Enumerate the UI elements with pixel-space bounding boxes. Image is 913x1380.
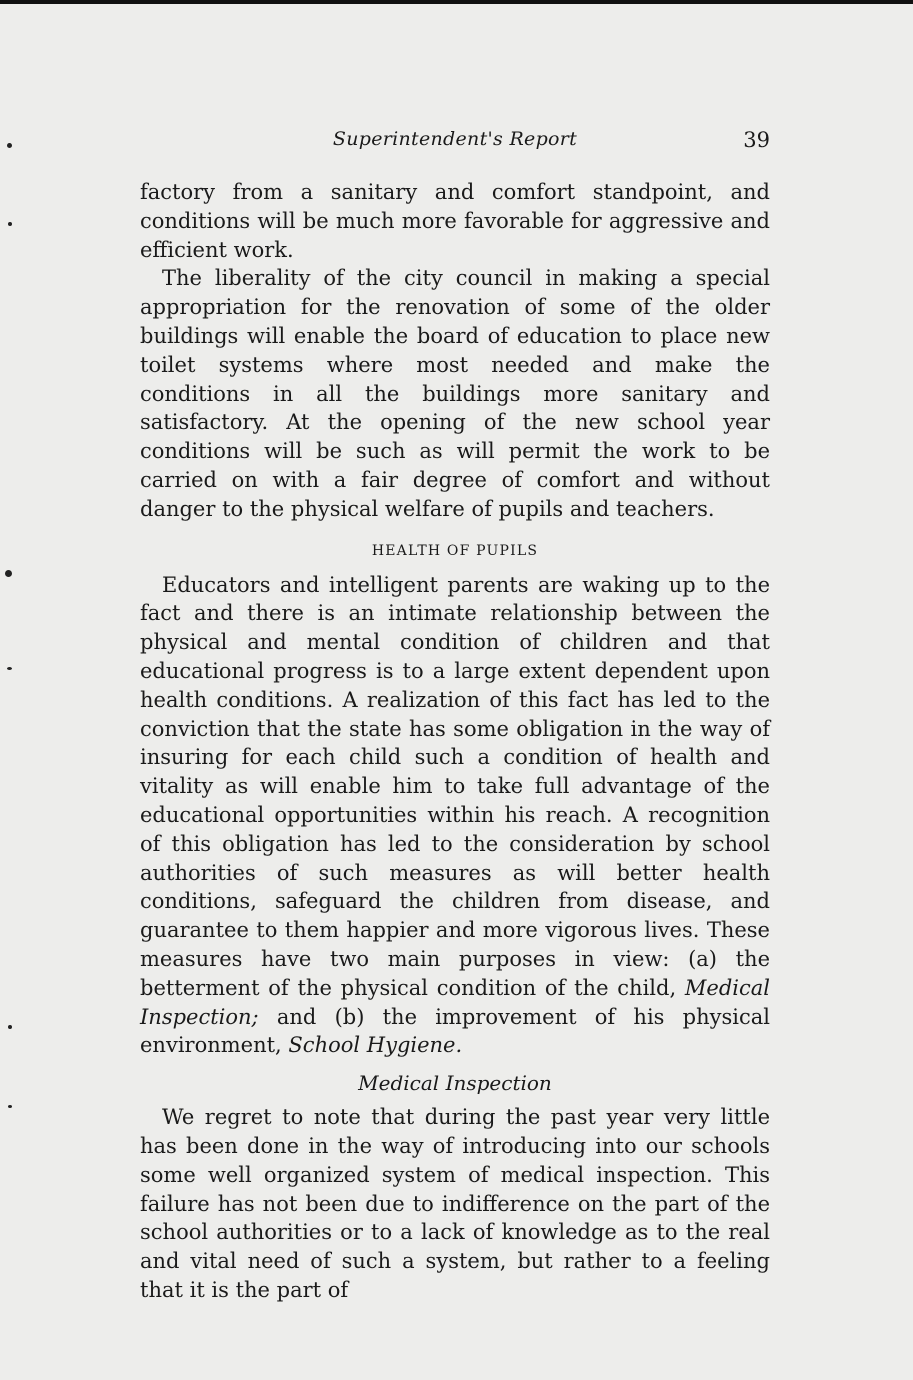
running-head [140,128,770,156]
running-title: Superintendent's Report [332,128,578,150]
margin-speck [8,1025,12,1029]
margin-speck [8,1105,12,1108]
margin-speck [7,143,12,148]
section-heading-health: HEALTH OF PUPILS [371,542,539,559]
page-number: 39 [743,128,770,152]
paragraph-3-text-a: Educators and intelligent parents are waking up to the fact and there is an intimate relationship between the physical and mental condition of children and that educational progress is to a large extent dependent upon health conditions. A realization of this fact has led to the conviction that the state has some obligation in the way of insuring for each child such a condition of health and vitality as will enable him to take full advantage of the educational opportunities within his reach. A recognition of this obligation has led to the consideration by school authorities of such measures as will better health conditions, safeguard the children from disease, and guarantee to them happier and more vigorous lives. These measures have two main purposes in view: (a) the betterment of the physical condition of the child, [140,572,770,1000]
paragraph-2: The liberality of the city council in making a special appropriation for the renovation of some of the older buildings will enable the board of education to place new toilet systems where most needed and make the conditions in all the buildings more sanitary and satisfactory. At the opening of the new school year conditions will be such as will permit the work to be carried on with a fair degree of comfort and without danger to the physical welfare of pupils and teachers. [140,266,770,521]
sub-heading-medical-inspection: Medical Inspection [358,1071,552,1096]
body-text [140,178,770,1305]
paragraph-3-text-b: and (b) the improvement of his physical environment, [140,1004,770,1058]
margin-speck [7,667,12,670]
school-hygiene-emphasis: School Hygiene. [288,1033,463,1058]
margin-speck [5,570,12,577]
medical-inspection-emphasis: Medical Inspection; [140,975,770,1029]
margin-speck [8,222,12,226]
top-rule [0,0,913,4]
paragraph-4: We regret to note that during the past year very little has been done in the way of introducing into our schools some well organized system of medical inspection. This failure has not been due to indifference on the part of the school authorities or to a lack of knowledge as to the real and vital need of such a system, but rather to a feeling that it is the part of [140,1105,770,1302]
paragraph-1: factory from a sanitary and comfort standpoint, and conditions will be much more favorable for aggressive and efficient work. [140,180,770,262]
paragraph-3 [140,571,770,1061]
